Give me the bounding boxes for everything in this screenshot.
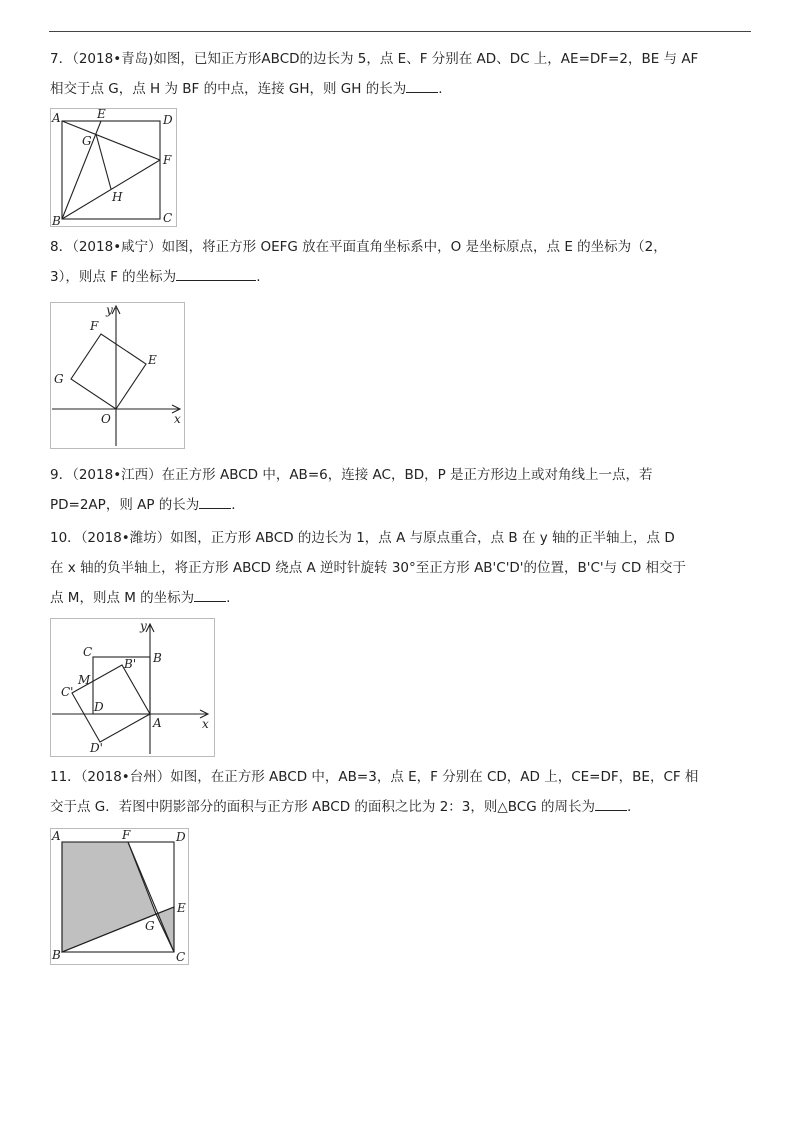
- question-11-line-1: 11．（2018•台州）如图，在正方形 ABCD 中，AB=3，点 E，F 分别在 CD，AD 上，CE=DF，BE，CF 相: [50, 769, 699, 785]
- question-7: [50, 44, 752, 104]
- label-C: C: [176, 950, 186, 964]
- label-C-prime: C': [61, 685, 74, 699]
- label-M: M: [78, 673, 91, 687]
- label-B: B: [52, 948, 61, 962]
- label-E: E: [148, 353, 157, 367]
- question-10: [50, 523, 752, 613]
- label-B: B: [153, 651, 162, 665]
- label-D: D: [176, 830, 186, 844]
- label-F: F: [90, 319, 99, 333]
- label-x: x: [202, 717, 209, 731]
- label-F: F: [163, 153, 172, 167]
- label-A: A: [52, 111, 61, 125]
- top-rule: [49, 31, 751, 32]
- label-O: O: [101, 412, 111, 426]
- question-10-line-1: 10．（2018•潍坊）如图，正方形 ABCD 的边长为 1，点 A 与原点重合，点 B 在 y 轴的正半轴上，点 D: [50, 530, 675, 546]
- question-7-line-1: 7．（2018•青岛)如图，已知正方形ABCD的边长为 5，点 E、F 分别在 AD、DC 上，AE=DF=2，BE 与 AF: [50, 51, 699, 67]
- answer-blank[interactable]: [194, 587, 226, 602]
- label-x: x: [174, 412, 181, 426]
- label-H: H: [112, 190, 123, 204]
- question-11-line-2: 交于点 G．若图中阴影部分的面积与正方形 ABCD 的面积之比为 2：3，则△BCG 的周长为 .: [50, 792, 752, 822]
- answer-blank[interactable]: [406, 78, 438, 93]
- label-C: C: [163, 211, 173, 225]
- question-8: [50, 232, 752, 292]
- label-D-prime: D': [90, 741, 103, 755]
- question-10-line-2: 在 x 轴的负半轴上，将正方形 ABCD 绕点 A 逆时针旋转 30°至正方形 AB'C'D'的位置，B'C'与 CD 相交于: [50, 560, 687, 576]
- label-A: A: [52, 829, 61, 843]
- answer-blank[interactable]: [176, 266, 256, 281]
- label-A: A: [153, 716, 162, 730]
- figure-q11: [50, 828, 192, 968]
- figure-q8: [50, 302, 188, 452]
- label-G: G: [54, 372, 64, 386]
- question-9-line-1: 9．（2018•江西）在正方形 ABCD 中，AB=6，连接 AC，BD，P 是正方形边上或对角线上一点，若: [50, 467, 653, 483]
- label-F: F: [122, 828, 131, 842]
- label-y: y: [140, 619, 147, 633]
- label-D: D: [163, 113, 173, 127]
- label-G: G: [145, 919, 155, 933]
- label-E: E: [97, 108, 106, 121]
- question-7-line-2: 相交于点 G，点 H 为 BF 的中点，连接 GH，则 GH 的长为 .: [50, 74, 752, 104]
- answer-blank[interactable]: [199, 494, 231, 509]
- label-D: D: [94, 700, 104, 714]
- question-8-line-1: 8．（2018•咸宁）如图，将正方形 OEFG 放在平面直角坐标系中，O 是坐标原点，点 E 的坐标为（2，: [50, 239, 667, 255]
- question-9: [50, 460, 752, 520]
- label-B-prime: B': [124, 657, 137, 671]
- answer-blank[interactable]: [595, 796, 627, 811]
- figure-q7: [50, 108, 180, 228]
- question-9-line-2: PD=2AP，则 AP 的长为 .: [50, 490, 752, 520]
- question-11: [50, 762, 752, 822]
- figure-q10: [50, 618, 218, 760]
- label-E: E: [177, 901, 186, 915]
- label-C: C: [83, 645, 93, 659]
- question-8-line-2: 3），则点 F 的坐标为 .: [50, 262, 752, 292]
- label-G: G: [82, 134, 92, 148]
- label-B: B: [52, 214, 61, 228]
- question-10-line-3: 点 M，则点 M 的坐标为 .: [50, 583, 752, 613]
- label-y: y: [106, 303, 113, 317]
